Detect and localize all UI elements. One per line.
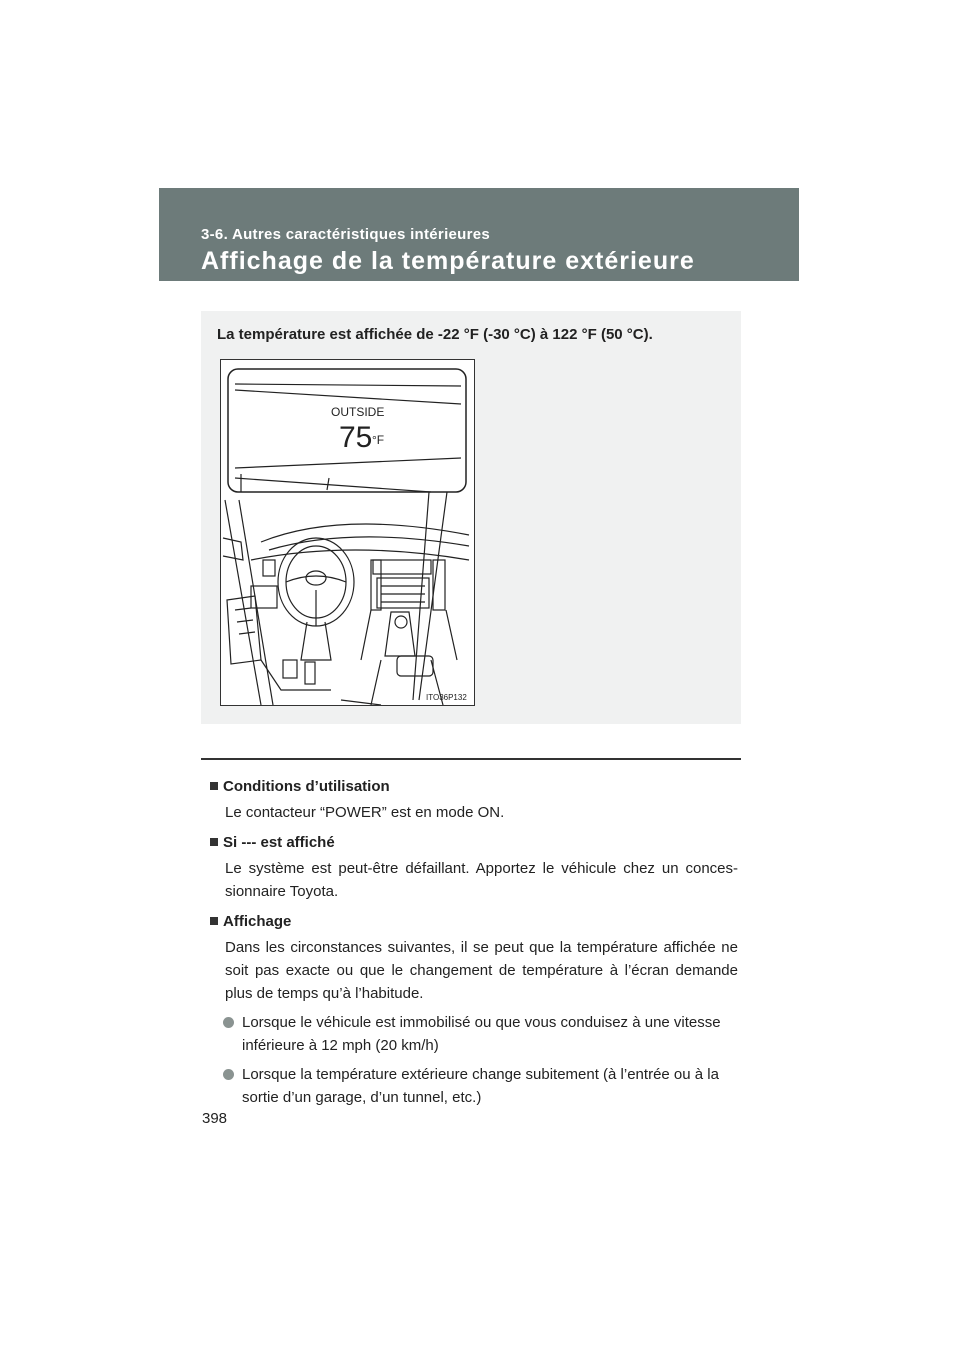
bullet-text: Lorsque la température extérieure change subitement (à l’entrée ou à la sortie d’un garage, d’un tunnel, etc.) (242, 1066, 719, 1106)
square-bullet-icon (210, 782, 218, 790)
affichage-heading-text: Affichage (223, 913, 292, 930)
display-value: 75 (339, 421, 373, 454)
si-heading-text: Si --- est affiché (223, 834, 335, 851)
circle-bullet-icon (223, 1017, 234, 1028)
square-bullet-icon (210, 838, 218, 846)
dashboard-drawing (221, 360, 474, 705)
si-heading (210, 831, 738, 854)
si-text: Le système est peut-être défaillant. Apportez le véhicule chez un conces-sionnaire Toyota. (225, 860, 738, 900)
bullet-text: Lorsque le véhicule est immobilisé ou que vous conduisez à une vitesse inférieure à 12 mph (20 km/h) (242, 1014, 721, 1054)
affichage-text: Dans les circonstances suivantes, il se peut que la température affichée ne soit pas exacte ou que le changement de température à l’écran demande plus de temps qu’à l’habitude. (225, 939, 738, 1002)
square-bullet-icon (210, 917, 218, 925)
section-title: 3-6. Autres caractéristiques intérieures (201, 226, 491, 243)
notes-section (210, 775, 738, 1109)
list-item (210, 1011, 738, 1057)
affichage-heading (210, 910, 738, 933)
display-unit: °F (372, 433, 385, 447)
temperature-range-text: La température est affichée de -22 °F (-30 °C) à 122 °F (50 °C). (217, 326, 653, 343)
section-header (159, 188, 799, 281)
divider (201, 758, 741, 760)
image-code: ITO36P132 (426, 693, 467, 702)
info-panel (201, 311, 741, 724)
dashboard-illustration (220, 359, 475, 706)
conditions-text: Le contacteur “POWER” est en mode ON. (225, 804, 505, 821)
page-title: Affichage de la température extérieure (201, 247, 695, 275)
conditions-heading-text: Conditions d’utilisation (223, 778, 390, 795)
page-number: 398 (202, 1110, 228, 1127)
conditions-heading (210, 775, 738, 798)
list-item (210, 1063, 738, 1109)
circle-bullet-icon (223, 1069, 234, 1080)
display-label: OUTSIDE (331, 405, 385, 419)
